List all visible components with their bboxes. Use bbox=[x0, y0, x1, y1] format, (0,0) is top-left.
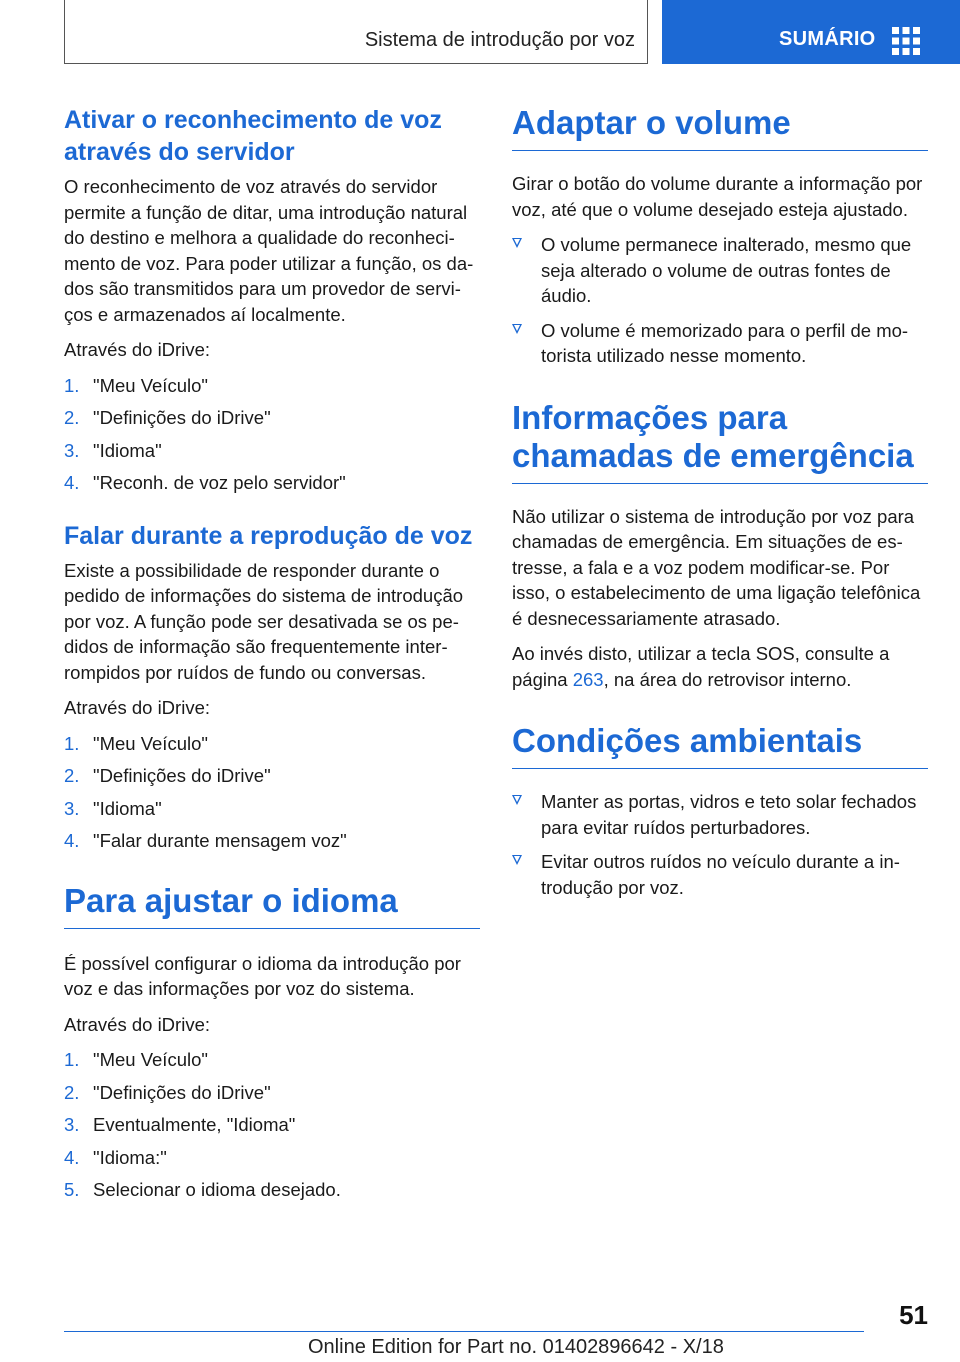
step-item: 1. "Meu Veículo" bbox=[64, 732, 208, 754]
triangle-bullet-icon bbox=[512, 855, 522, 865]
bullets-adjust-volume bbox=[512, 232, 928, 369]
step-item: 1. "Meu Veículo" bbox=[64, 1049, 208, 1070]
footer-edition: Online Edition for Part no. 01402896642 - X/18 bbox=[308, 1336, 724, 1358]
step-item: 4. "Idioma:" bbox=[64, 1146, 167, 1168]
paragraph-speak-during-playback: Existe a possibilidade de responder durante o pedido de informações do sistema de introdução por voz. A função pode ser desativada se os pedidos de informação são frequentemente interrompidos por ruídos de fundo ou conversas. bbox=[64, 559, 464, 683]
heading-server-recognition: Ativar o reconhecimento de voz através do servidor bbox=[64, 106, 442, 166]
bullet-item: O volume permanece inalterado, mesmo que seja alterado o volume de outras fontes de áudio. bbox=[512, 232, 928, 309]
step-item: 1. "Meu Veículo" bbox=[64, 374, 208, 396]
heading-ambient-conditions: Condições ambientais bbox=[512, 722, 928, 769]
bullet-item: Manter as portas, vidros e teto solar fechados para evitar ruídos perturbadores. bbox=[512, 789, 928, 840]
header-section-box bbox=[64, 0, 648, 64]
paragraph-set-language: É possível configurar o idioma da introdução por voz e das informações por voz do sistema. bbox=[64, 952, 461, 999]
paragraph-server-recognition: O reconhecimento de voz através do servidor permite a função de ditar, uma introdução natural do destino e melhora a qualidade do reconhecimento de voz. Para poder utilizar a função, os dados são transmitidos para um provedor de serviços e armazenados aí localmente. bbox=[64, 176, 474, 325]
heading-emergency-calls: Informações para chamadas de emergência bbox=[512, 399, 928, 484]
page-reference-link[interactable]: 263 bbox=[572, 668, 604, 690]
triangle-bullet-icon bbox=[512, 795, 522, 805]
steps-speak-during-playback bbox=[64, 731, 480, 854]
step-item: 3. Eventualmente, "Idioma" bbox=[64, 1114, 296, 1135]
step-item: 3. "Idioma" bbox=[64, 797, 162, 819]
triangle-bullet-icon bbox=[512, 324, 522, 334]
heading-set-language: Para ajustar o idioma bbox=[64, 882, 480, 929]
section-title: Sistema de introdução por voz bbox=[364, 29, 635, 51]
step-item: 5. Selecionar o idioma desejado. bbox=[64, 1179, 341, 1200]
paragraph-emergency-calls: Não utilizar o sistema de introdução por voz para chamadas de emergência. Em situações de estresse, a fala e a voz podem modificar-se. Por isso, o estabelecimento de uma ligação telefônica é desnecessariamente atrasado. bbox=[512, 505, 921, 629]
summary-button[interactable] bbox=[662, 0, 960, 64]
heading-adjust-volume: Adaptar o volume bbox=[512, 104, 928, 151]
step-item: 3. "Idioma" bbox=[64, 439, 162, 461]
bullets-ambient-conditions bbox=[512, 789, 928, 900]
via-idrive-label: Através do iDrive: bbox=[64, 697, 210, 718]
left-column bbox=[64, 104, 480, 1213]
summary-label: SUMÁRIO bbox=[779, 28, 876, 50]
heading-speak-during-playback: Falar durante a reprodução de voz bbox=[64, 521, 473, 550]
steps-set-language bbox=[64, 1047, 480, 1203]
page-number: 51 bbox=[899, 1300, 928, 1330]
paragraph-sos-reference: Ao invés disto, utilizar a tecla SOS, consulte a página 263, na área do retrovisor interno. bbox=[512, 643, 890, 690]
grid-icon bbox=[892, 27, 920, 55]
step-item: 4. "Falar durante mensagem voz" bbox=[64, 830, 347, 851]
step-item: 4. "Reconh. de voz pelo servidor" bbox=[64, 472, 346, 493]
triangle-bullet-icon bbox=[512, 238, 522, 248]
step-item: 2. "Definições do iDrive" bbox=[64, 765, 271, 786]
footer-divider bbox=[64, 1331, 864, 1332]
bullet-item: Evitar outros ruídos no veículo durante a introdução por voz. bbox=[512, 849, 928, 900]
via-idrive-label: Através do iDrive: bbox=[64, 1013, 210, 1035]
step-item: 2. "Definições do iDrive" bbox=[64, 1081, 271, 1103]
step-item: 2. "Definições do iDrive" bbox=[64, 407, 271, 428]
via-idrive-label: Através do iDrive: bbox=[64, 339, 210, 360]
right-column bbox=[512, 104, 928, 910]
paragraph-adjust-volume: Girar o botão do volume durante a informação por voz, até que o volume desejado esteja ajustado. bbox=[512, 173, 923, 220]
steps-server-recognition bbox=[64, 373, 480, 496]
bullet-item: O volume é memorizado para o perfil de motorista utilizado nesse momento. bbox=[512, 318, 928, 369]
